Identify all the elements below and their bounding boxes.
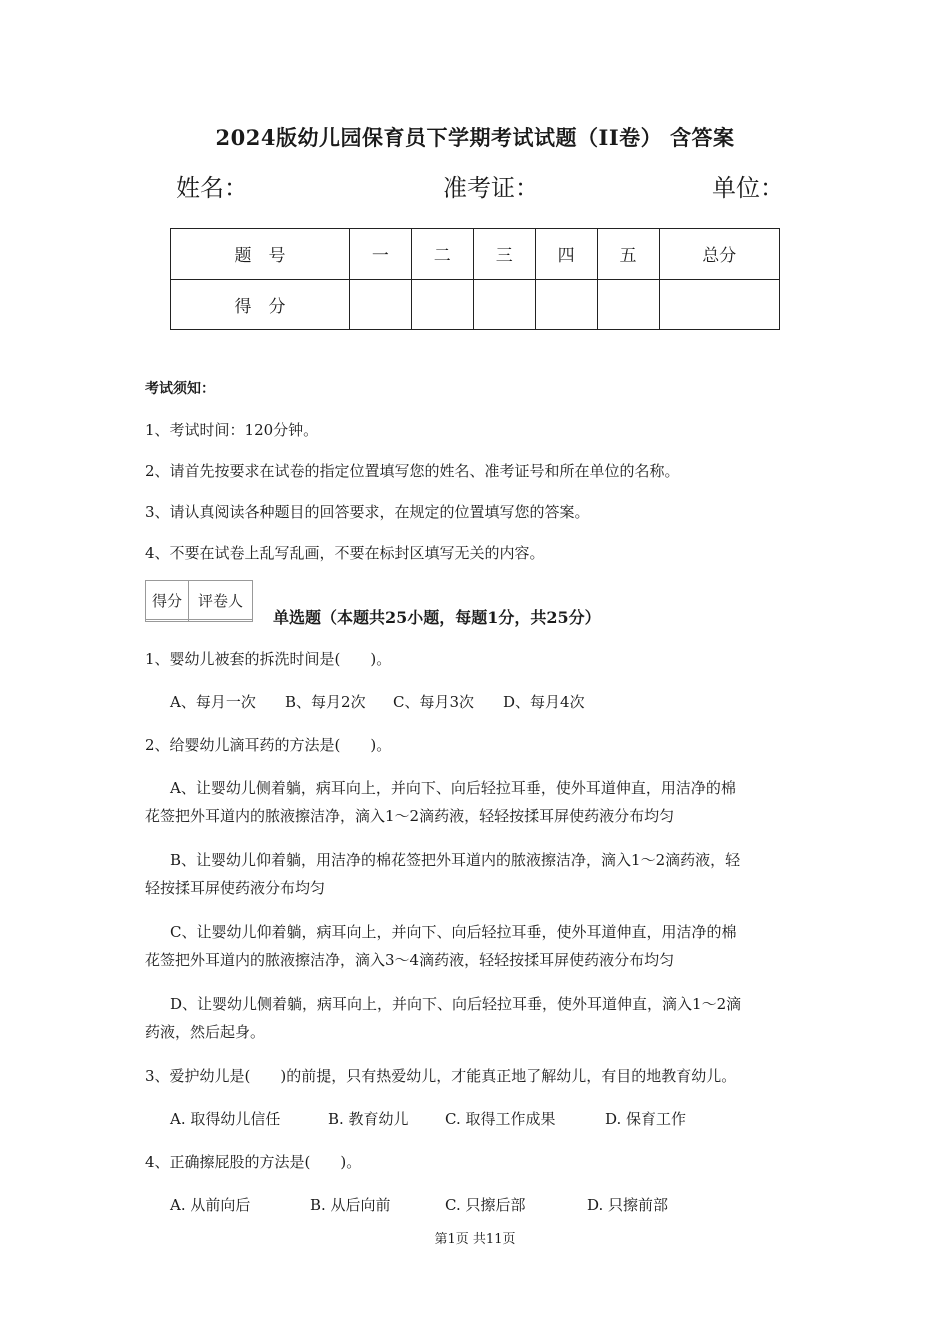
exam-id-label: 准考证： [443,174,539,202]
option-a[interactable]: A、每月一次 [170,693,256,711]
grader-score-label: 得分 [146,581,189,620]
score-header-cell: 总分 [659,229,779,280]
option-b-line[interactable]: 轻按揉耳屏使药液分布均匀 [145,879,326,897]
grader-name-label: 评卷人 [189,581,253,620]
notice-item: 4、不要在试卷上乱写乱画，不要在标封区填写无关的内容。 [145,544,545,562]
score-table [170,228,780,330]
page-title: 2024版幼儿园保育员下学期考试试题（II卷） 含答案 [215,125,735,150]
option-c-line[interactable]: C、让婴幼儿仰着躺，病耳向上，并向下、向后轻拉耳垂，使外耳道伸直，用洁净的棉 [170,923,737,941]
option-b-line[interactable]: B、让婴幼儿仰着躺，用洁净的棉花签把外耳道内的脓液擦洁净，滴入1～2滴药液，轻 [170,851,741,869]
score-table-score-row [171,279,780,330]
score-header-cell: 五 [597,229,659,280]
score-header-cell: 题 号 [171,229,350,280]
option-d-line[interactable]: D、让婴幼儿侧着躺，病耳向上，并向下、向后轻拉耳垂，使外耳道伸直，滴入1～2滴 [170,995,742,1013]
option-a-line[interactable]: 花签把外耳道内的脓液擦洁净，滴入1～2滴药液，轻轻按揉耳屏使药液分布均匀 [145,807,675,825]
notice-item: 2、请首先按要求在试卷的指定位置填写您的姓名、准考证号和所在单位的名称。 [145,462,680,480]
section-title: 单选题（本题共25小题，每题1分，共25分） [273,608,601,627]
score-cell[interactable] [597,279,659,330]
score-header-cell: 二 [411,229,473,280]
option-d[interactable]: D. 保育工作 [605,1110,687,1128]
grader-table [145,580,253,622]
grader-name-cell[interactable] [189,620,253,622]
question-stem: 2、给婴幼儿滴耳药的方法是( )。 [145,736,392,754]
notice-item: 3、请认真阅读各种题目的回答要求，在规定的位置填写您的答案。 [145,503,590,521]
option-a[interactable]: A. 从前向后 [170,1196,251,1214]
unit-label: 单位： [712,174,784,202]
score-table-header-row [171,229,780,280]
score-cell[interactable] [535,279,597,330]
question-stem: 1、婴幼儿被套的拆洗时间是( )。 [145,650,392,668]
name-label: 姓名： [176,174,248,202]
option-c-line[interactable]: 花签把外耳道内的脓液擦洁净，滴入3～4滴药液，轻轻按揉耳屏使药液分布均匀 [145,951,675,969]
score-row-label: 得 分 [171,279,350,330]
option-d[interactable]: D. 只擦前部 [587,1196,669,1214]
score-header-cell: 三 [473,229,535,280]
score-cell[interactable] [659,279,779,330]
score-cell[interactable] [349,279,411,330]
score-cell[interactable] [473,279,535,330]
option-b[interactable]: B. 教育幼儿 [328,1110,409,1128]
notice-item: 1、考试时间：120分钟。 [145,421,319,439]
option-c[interactable]: C. 取得工作成果 [445,1110,556,1128]
notice-heading: 考试须知： [145,381,215,397]
option-d[interactable]: D、每月4次 [503,693,585,711]
score-header-cell: 四 [535,229,597,280]
score-header-cell: 一 [349,229,411,280]
option-a-line[interactable]: A、让婴幼儿侧着躺，病耳向上，并向下、向后轻拉耳垂，使外耳道伸直，用洁净的棉 [170,779,736,797]
option-c[interactable]: C. 只擦后部 [445,1196,526,1214]
question-stem: 4、正确擦屁股的方法是( )。 [145,1153,362,1171]
question-stem: 3、爱护幼儿是( )的前提，只有热爱幼儿，才能真正地了解幼儿，有目的地教育幼儿。 [145,1067,737,1085]
option-b[interactable]: B、每月2次 [285,693,366,711]
score-cell[interactable] [411,279,473,330]
page-footer: 第1页 共11页 [434,1232,516,1247]
grader-score-cell[interactable] [146,620,189,622]
option-c[interactable]: C、每月3次 [393,693,475,711]
option-d-line[interactable]: 药液，然后起身。 [145,1023,266,1041]
option-a[interactable]: A. 取得幼儿信任 [170,1110,281,1128]
option-b[interactable]: B. 从后向前 [310,1196,391,1214]
